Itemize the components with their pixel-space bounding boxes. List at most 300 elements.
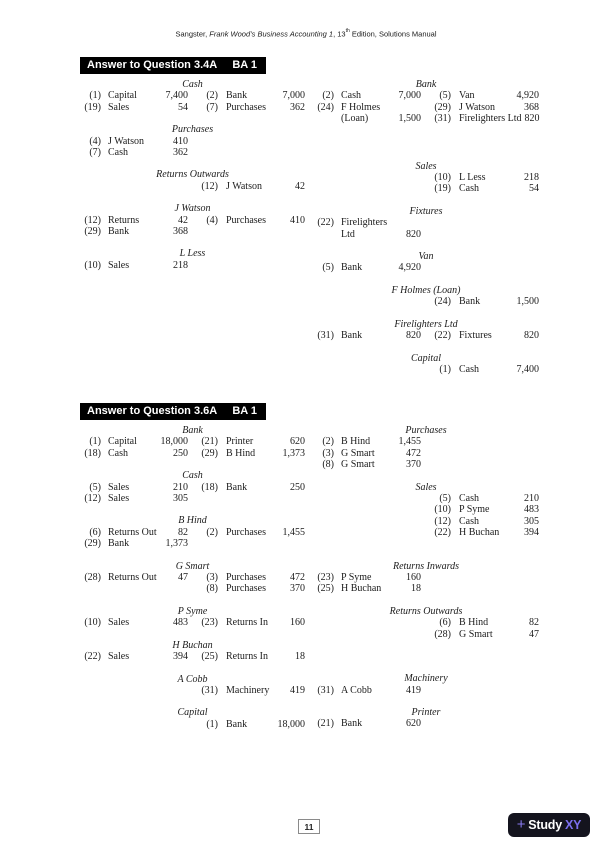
account-title: Printer <box>411 706 441 718</box>
entry-amount: 620 <box>406 718 421 730</box>
t-account-purchases <box>80 124 305 158</box>
entry-amount: 250 <box>173 447 188 459</box>
account-line <box>80 215 305 226</box>
t-account-machinery <box>313 673 539 696</box>
entry-amount <box>302 493 305 504</box>
debit-side <box>313 493 421 504</box>
entry-name <box>101 181 108 192</box>
t-account-bank <box>313 79 539 125</box>
debit-side <box>80 685 188 696</box>
account-line <box>313 572 539 583</box>
entry-amount: 1,455 <box>282 526 305 538</box>
entry-amount: 410 <box>173 135 188 147</box>
t-account-cash <box>80 470 305 504</box>
account-title: Cash <box>182 470 203 482</box>
entry-name: A Cobb <box>341 684 372 696</box>
entry-name: Capital <box>108 90 137 102</box>
entry-ref <box>421 572 451 583</box>
entry-amount: 1,373 <box>165 538 188 550</box>
t-account-purchases <box>313 425 539 471</box>
debit-side <box>313 113 421 124</box>
entry-amount <box>536 448 539 459</box>
entry-ref: (1) <box>89 436 101 448</box>
account-line <box>313 172 539 183</box>
account-line <box>80 102 305 113</box>
entry-ref <box>421 448 451 459</box>
entry-name: Firelighters Ltd <box>459 113 522 125</box>
credit-side <box>188 583 305 594</box>
t-account-f-holmes-loan <box>313 285 539 308</box>
debit-side <box>80 527 188 538</box>
credit-side <box>188 147 305 158</box>
debit-side <box>313 90 421 101</box>
credit-side <box>421 113 539 124</box>
entry-amount <box>536 459 539 470</box>
entry-amount: 42 <box>295 180 305 192</box>
entry-amount: 305 <box>173 493 188 505</box>
debit-side <box>313 102 421 113</box>
account-title: H Buchan <box>172 639 213 651</box>
account-title: Bank <box>415 79 437 90</box>
account-line <box>313 504 539 515</box>
entry-ref: (23) <box>317 572 334 584</box>
entry-name <box>334 296 341 307</box>
entry-ref <box>313 516 334 527</box>
debit-side <box>313 629 421 640</box>
entry-name: Ltd <box>341 228 355 240</box>
entry-name: Returns Out <box>108 572 157 584</box>
account-title: P Syme <box>177 605 208 617</box>
t-account-printer <box>313 707 539 730</box>
entry-name <box>334 527 341 538</box>
debit-side <box>80 493 188 504</box>
entry-ref <box>188 226 218 237</box>
credit-side <box>421 90 539 101</box>
entry-amount: 362 <box>290 101 305 113</box>
t-account-fixtures <box>313 206 539 240</box>
debit-side <box>313 172 421 183</box>
credit-side <box>421 217 539 228</box>
entry-name: (Loan) <box>341 113 369 125</box>
section-badge: BA 1 <box>232 59 257 71</box>
credit-side <box>421 493 539 504</box>
t-account-capital <box>313 353 539 376</box>
entry-name: Bank <box>459 296 481 308</box>
entry-name: B Hind <box>341 436 371 448</box>
account-line <box>313 516 539 527</box>
entry-ref <box>313 113 334 124</box>
entry-name: Sales <box>108 481 130 493</box>
entry-name: Bank <box>341 330 363 342</box>
entry-ref: (12) <box>201 180 218 192</box>
account-column-right <box>313 425 539 730</box>
entry-ref: (23) <box>201 617 218 629</box>
entry-amount <box>536 262 539 273</box>
entry-amount: 54 <box>178 101 188 113</box>
entry-amount: 620 <box>290 436 305 448</box>
entry-name <box>218 136 226 147</box>
entry-name <box>334 364 341 375</box>
account-title: Sales <box>415 481 437 493</box>
credit-side <box>188 719 305 730</box>
entry-amount: 82 <box>178 526 188 538</box>
entry-ref: (22) <box>434 527 451 539</box>
entry-name: Firelighters <box>341 217 388 229</box>
debit-side <box>80 181 188 192</box>
entry-amount: 160 <box>290 617 305 629</box>
credit-side <box>421 504 539 515</box>
account-line <box>313 436 539 447</box>
credit-side <box>188 136 305 147</box>
credit-side <box>421 172 539 183</box>
entry-ref: (1) <box>89 90 101 102</box>
credit-side <box>188 482 305 493</box>
account-columns <box>80 79 539 375</box>
t-account-j-watson <box>80 203 305 237</box>
account-line <box>80 685 305 696</box>
entry-name: Bank <box>226 718 248 730</box>
entry-name: G Smart <box>341 447 375 459</box>
entry-amount <box>536 583 539 594</box>
entry-amount: 47 <box>178 572 188 584</box>
entry-amount <box>536 217 539 228</box>
entry-ref <box>421 436 451 447</box>
entry-amount: 394 <box>524 527 539 539</box>
entry-ref: (29) <box>84 538 101 550</box>
entry-amount <box>536 572 539 583</box>
account-line <box>80 493 305 504</box>
account-title: Capital <box>177 707 208 719</box>
entry-amount: 483 <box>524 504 539 516</box>
credit-side <box>421 685 539 696</box>
entry-amount: 394 <box>173 651 188 663</box>
entry-name <box>218 260 226 271</box>
debit-side <box>313 617 421 628</box>
t-account-g-smart <box>80 561 305 595</box>
entry-amount: 472 <box>290 572 305 584</box>
entry-ref <box>421 718 451 729</box>
t-account-sales <box>313 161 539 195</box>
account-columns <box>80 425 539 730</box>
entry-ref: (6) <box>89 526 101 538</box>
account-line <box>313 330 539 341</box>
entry-name: Sales <box>108 493 130 505</box>
entry-name <box>218 147 226 158</box>
account-title: Purchases <box>405 425 447 436</box>
entry-amount: 305 <box>524 515 539 527</box>
page-number: 11 <box>304 821 314 832</box>
entry-name: Cash <box>459 183 479 195</box>
entry-amount: 419 <box>290 684 305 696</box>
account-column-right <box>313 79 539 375</box>
credit-side <box>188 651 305 662</box>
entry-name: Returns <box>108 214 140 226</box>
entry-amount: 210 <box>173 481 188 493</box>
entry-name <box>451 262 459 273</box>
t-account-sales <box>313 482 539 539</box>
account-title: Bank <box>182 425 203 436</box>
account-line <box>313 583 539 594</box>
t-account-capital <box>80 707 305 730</box>
entry-name: Cash <box>459 515 479 527</box>
account-line <box>80 448 305 459</box>
entry-ref: (8) <box>322 459 334 471</box>
account-line <box>80 527 305 538</box>
debit-side <box>313 718 421 729</box>
entry-name <box>101 719 108 730</box>
entry-name: J Watson <box>226 180 262 192</box>
entry-ref: (24) <box>434 296 451 308</box>
entry-amount: 160 <box>406 572 421 584</box>
entry-ref: (22) <box>434 330 451 342</box>
entry-name: B Hind <box>459 617 489 629</box>
account-title: Sales <box>415 160 437 172</box>
entry-ref: (1) <box>206 718 218 730</box>
debit-side <box>80 226 188 237</box>
account-line <box>80 226 305 237</box>
logo-text-main: Study <box>528 818 562 832</box>
entry-name: Cash <box>459 363 479 375</box>
entry-ref: (5) <box>89 481 101 493</box>
entry-amount: 368 <box>173 226 188 238</box>
entry-ref: (5) <box>439 90 451 102</box>
entry-name <box>334 516 341 527</box>
entry-name <box>451 436 459 447</box>
entry-name: H Buchan <box>341 583 382 595</box>
entry-name: Bank <box>341 262 363 274</box>
entry-ref: (18) <box>84 447 101 459</box>
credit-side <box>188 572 305 583</box>
credit-side <box>421 229 539 240</box>
entry-ref: (4) <box>89 135 101 147</box>
entry-ref <box>80 719 101 730</box>
credit-side <box>421 527 539 538</box>
entry-name <box>101 685 108 696</box>
entry-amount: 54 <box>529 183 539 195</box>
entry-amount <box>536 685 539 696</box>
entry-ref: (31) <box>434 113 451 125</box>
credit-side <box>188 181 305 192</box>
entry-name: Sales <box>108 101 130 113</box>
account-line <box>80 147 305 158</box>
entry-ref <box>421 583 451 594</box>
t-account-a-cobb <box>80 674 305 697</box>
entry-name: Sales <box>108 259 130 271</box>
credit-side <box>421 296 539 307</box>
entry-amount <box>302 260 305 271</box>
entry-ref: (3) <box>206 572 218 584</box>
entry-ref: (28) <box>434 628 451 640</box>
entry-name: Sales <box>108 617 130 629</box>
entry-name <box>451 229 459 240</box>
answer-section-3-6a <box>80 403 539 730</box>
t-account-cash <box>80 79 305 113</box>
account-title: Returns Outwards <box>156 169 229 181</box>
entry-name: Cash <box>108 147 128 159</box>
account-line <box>313 90 539 101</box>
entry-amount <box>302 136 305 147</box>
entry-name: Bank <box>108 538 130 550</box>
entry-name: Returns In <box>226 651 268 663</box>
entry-ref: (21) <box>201 436 218 448</box>
entry-ref: (29) <box>434 101 451 113</box>
entry-name: Printer <box>226 436 254 448</box>
entry-ref: (28) <box>84 572 101 584</box>
debit-side <box>80 482 188 493</box>
entry-name <box>451 583 459 594</box>
entry-amount: 820 <box>406 330 421 342</box>
entry-ref <box>313 504 334 515</box>
account-line <box>313 493 539 504</box>
account-line <box>313 617 539 628</box>
entry-amount <box>536 229 539 240</box>
entry-amount: 250 <box>290 481 305 493</box>
t-account-p-syme <box>80 606 305 629</box>
entry-name: Cash <box>341 90 361 102</box>
entry-name <box>451 572 459 583</box>
entry-ref <box>313 296 334 307</box>
entry-amount <box>302 538 305 549</box>
entry-amount: 472 <box>406 447 421 459</box>
account-line <box>80 651 305 662</box>
entry-name: B Hind <box>226 447 256 459</box>
account-line <box>80 436 305 447</box>
debit-side <box>313 448 421 459</box>
running-head-edition: , 13 <box>333 29 346 39</box>
entry-ref: (5) <box>439 493 451 505</box>
entry-name <box>218 493 226 504</box>
account-line <box>80 482 305 493</box>
entry-name <box>334 629 341 640</box>
credit-side <box>421 102 539 113</box>
entry-name: Machinery <box>226 684 270 696</box>
entry-ref: (29) <box>201 447 218 459</box>
account-title: Fixtures <box>409 205 443 217</box>
credit-side <box>188 226 305 237</box>
debit-side <box>313 516 421 527</box>
account-title: L Less <box>179 248 206 260</box>
entry-amount: 47 <box>529 628 539 640</box>
entry-amount: 82 <box>529 617 539 629</box>
credit-side <box>421 459 539 470</box>
entry-ref <box>421 459 451 470</box>
entry-amount: 362 <box>173 147 188 159</box>
entry-name <box>334 617 341 628</box>
entry-name <box>218 538 226 549</box>
entry-ref <box>80 685 101 696</box>
entry-ref <box>313 617 334 628</box>
credit-side <box>421 516 539 527</box>
entry-name: Fixtures <box>459 330 492 342</box>
entry-amount: 410 <box>290 214 305 226</box>
account-title: Purchases <box>171 124 214 136</box>
account-line <box>80 719 305 730</box>
debit-side <box>313 527 421 538</box>
entry-name: G Smart <box>341 459 375 471</box>
debit-side <box>80 448 188 459</box>
debit-side <box>80 136 188 147</box>
entry-name <box>334 504 341 515</box>
running-head-ordinal: th <box>345 28 350 34</box>
entry-ref: (5) <box>322 262 334 274</box>
entry-ref: (22) <box>317 217 334 229</box>
debit-side <box>313 183 421 194</box>
debit-side <box>313 364 421 375</box>
credit-side <box>421 572 539 583</box>
account-title: B Hind <box>178 515 207 527</box>
entry-ref <box>313 527 334 538</box>
entry-ref: (25) <box>201 651 218 663</box>
entry-ref: (29) <box>84 226 101 238</box>
credit-side <box>188 102 305 113</box>
account-line <box>313 183 539 194</box>
answer-section-3-4a <box>80 57 539 375</box>
page-number-box <box>298 819 320 834</box>
entry-ref <box>313 229 334 240</box>
entry-name <box>334 183 341 194</box>
account-line <box>313 685 539 696</box>
plus-icon: + <box>516 816 526 833</box>
entry-name: H Buchan <box>459 527 500 539</box>
credit-side <box>421 364 539 375</box>
entry-name: F Holmes <box>341 101 381 113</box>
entry-ref <box>188 136 218 147</box>
entry-ref: (19) <box>434 183 451 195</box>
entry-ref <box>313 493 334 504</box>
entry-name <box>451 448 459 459</box>
entry-name <box>218 226 226 237</box>
entry-name <box>334 172 341 183</box>
credit-side <box>188 527 305 538</box>
entry-name: Bank <box>226 481 248 493</box>
t-account-b-hind <box>80 515 305 549</box>
debit-side <box>80 719 188 730</box>
credit-side <box>421 436 539 447</box>
entry-amount: 7,400 <box>516 363 539 375</box>
entry-ref <box>188 260 218 271</box>
account-line <box>313 217 539 228</box>
entry-amount <box>536 718 539 729</box>
credit-side <box>421 183 539 194</box>
section-badge: BA 1 <box>232 405 257 417</box>
entry-name: J Watson <box>108 135 144 147</box>
entry-ref <box>188 147 218 158</box>
entry-amount <box>302 147 305 158</box>
credit-side <box>421 330 539 341</box>
entry-amount: 218 <box>524 172 539 184</box>
debit-side <box>80 583 188 594</box>
debit-side <box>80 651 188 662</box>
account-line <box>80 538 305 549</box>
account-line <box>80 583 305 594</box>
account-title: Machinery <box>404 673 448 685</box>
entry-name: Returns In <box>226 617 268 629</box>
entry-ref <box>421 217 451 228</box>
entry-amount: 7,000 <box>398 90 421 102</box>
account-line <box>80 181 305 192</box>
credit-side <box>188 685 305 696</box>
credit-side <box>188 436 305 447</box>
entry-ref <box>80 181 101 192</box>
entry-name: G Smart <box>459 628 493 640</box>
entry-name <box>451 217 459 228</box>
entry-ref: (10) <box>434 504 451 516</box>
debit-side <box>80 102 188 113</box>
account-line <box>313 113 539 124</box>
logo-text-accent: XY <box>565 818 582 832</box>
account-line <box>313 262 539 273</box>
studyxy-logo <box>508 813 590 837</box>
